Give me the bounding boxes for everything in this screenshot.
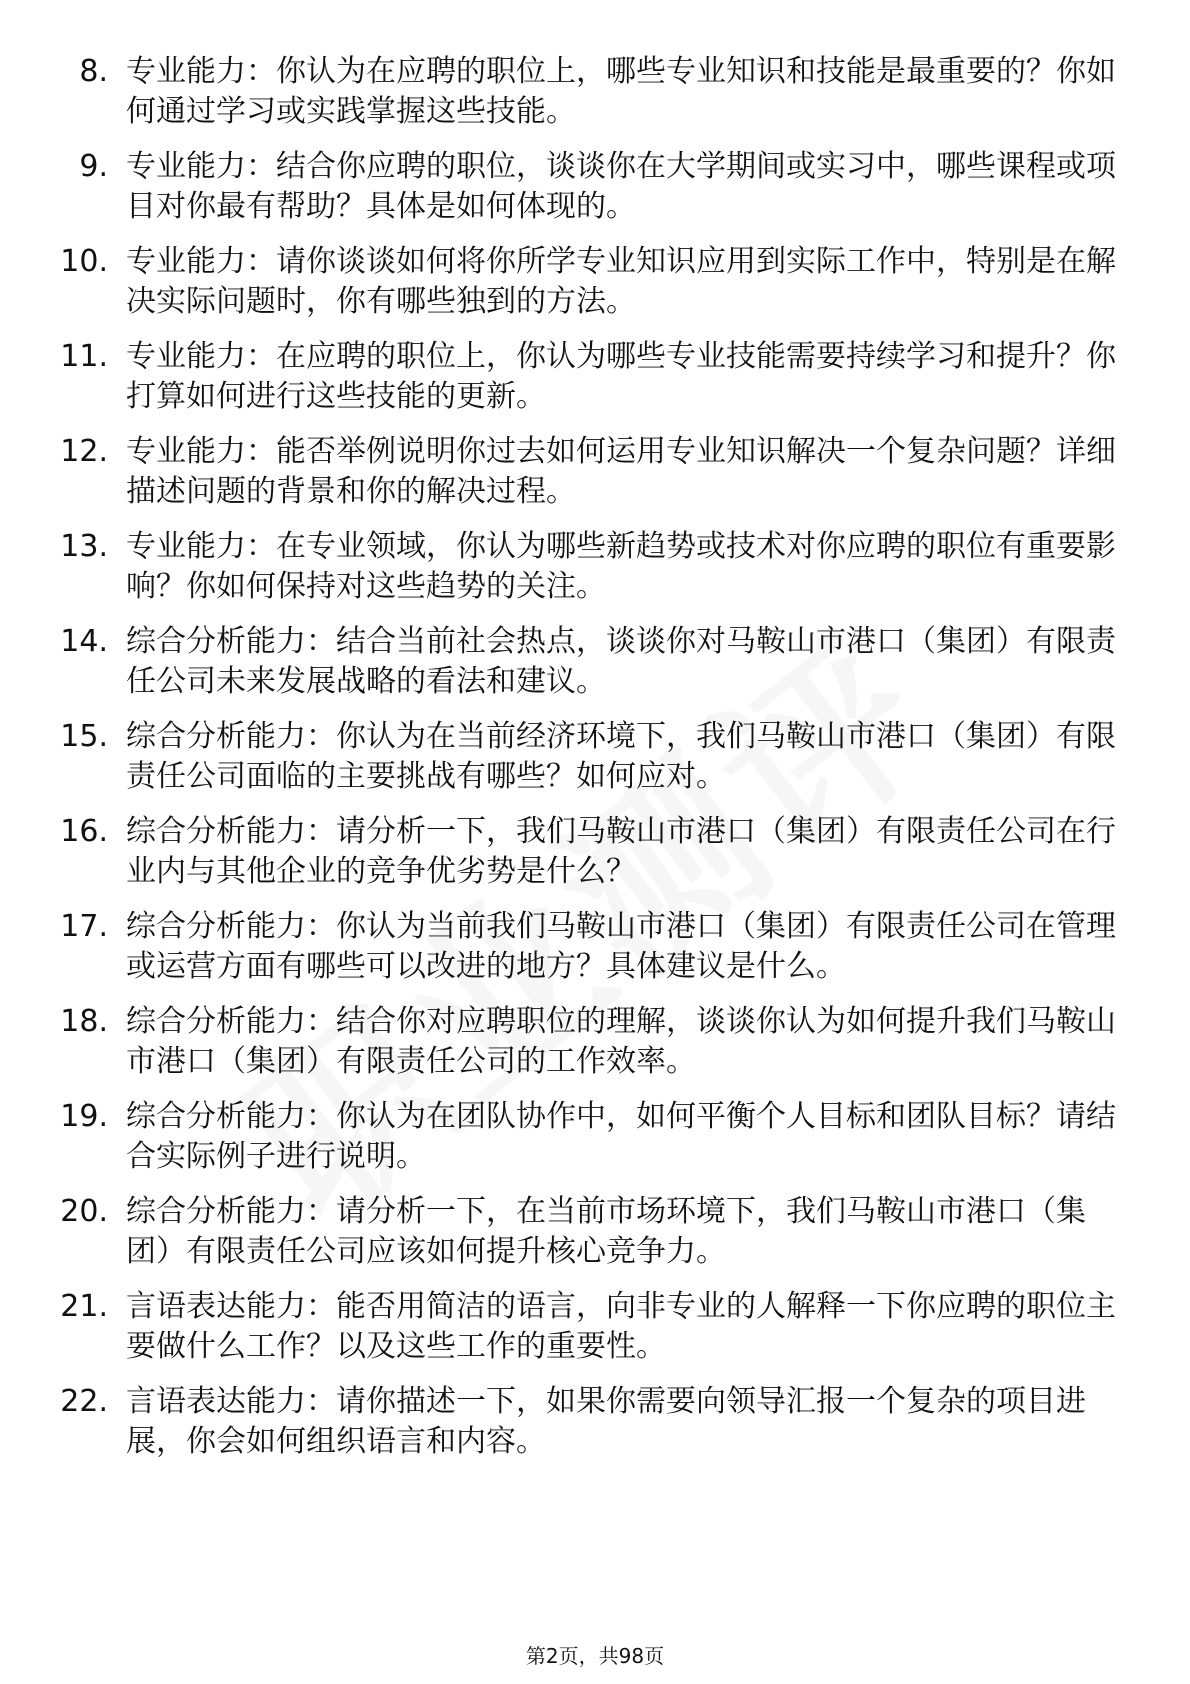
question-item: [56, 147, 1122, 227]
question-text: 专业能力：在专业领域，你认为哪些新趋势或技术对你应聘的职位有重要影响？你如何保持对这些趋势的关注。: [126, 529, 1116, 604]
question-number: 14.: [60, 624, 108, 659]
question-text: 综合分析能力：你认为当前我们马鞍山市港口（集团）有限责任公司在管理或运营方面有哪些可以改进的地方？具体建议是什么。: [126, 909, 1116, 984]
question-number: 15.: [60, 719, 108, 754]
question-text: 综合分析能力：你认为在团队协作中，如何平衡个人目标和团队目标？请结合实际例子进行说明。: [126, 1099, 1116, 1174]
question-number: 21.: [60, 1289, 108, 1324]
question-item: [56, 717, 1122, 797]
question-number: 11.: [60, 339, 108, 374]
question-text: 言语表达能力：能否用简洁的语言，向非专业的人解释一下你应聘的职位主要做什么工作？以及这些工作的重要性。: [126, 1289, 1116, 1364]
question-number: 12.: [60, 434, 108, 469]
question-number: 19.: [60, 1099, 108, 1134]
question-item: [56, 1192, 1122, 1272]
page-footer: 第2页，共98页: [525, 1644, 665, 1668]
question-number: 16.: [60, 814, 108, 849]
question-text: 综合分析能力：结合当前社会热点，谈谈你对马鞍山市港口（集团）有限责任公司未来发展战略的看法和建议。: [126, 624, 1116, 699]
question-item: [56, 907, 1122, 987]
question-text: 综合分析能力：你认为在当前经济环境下，我们马鞍山市港口（集团）有限责任公司面临的主要挑战有哪些？如何应对。: [126, 719, 1116, 794]
question-item: [56, 812, 1122, 892]
question-text: 专业能力：能否举例说明你过去如何运用专业知识解决一个复杂问题？详细描述问题的背景和你的解决过程。: [126, 434, 1116, 509]
question-number: 20.: [60, 1194, 108, 1229]
question-item: [56, 1287, 1122, 1367]
question-item: [56, 527, 1122, 607]
question-text: 综合分析能力：请分析一下，在当前市场环境下，我们马鞍山市港口（集团）有限责任公司应该如何提升核心竞争力。: [126, 1194, 1086, 1269]
question-number: 18.: [60, 1004, 108, 1039]
question-text: 专业能力：请你谈谈如何将你所学专业知识应用到实际工作中，特别是在解决实际问题时，你有哪些独到的方法。: [126, 244, 1116, 319]
question-text: 专业能力：在应聘的职位上，你认为哪些专业技能需要持续学习和提升？你打算如何进行这些技能的更新。: [126, 339, 1116, 414]
question-text: 言语表达能力：请你描述一下，如果你需要向领导汇报一个复杂的项目进展，你会如何组织语言和内容。: [126, 1384, 1086, 1459]
question-text: 综合分析能力：请分析一下，我们马鞍山市港口（集团）有限责任公司在行业内与其他企业的竞争优劣势是什么？: [126, 814, 1116, 889]
question-item: [56, 337, 1122, 417]
question-number: 8.: [79, 54, 108, 89]
question-text: 综合分析能力：结合你对应聘职位的理解，谈谈你认为如何提升我们马鞍山市港口（集团）有限责任公司的工作效率。: [126, 1004, 1116, 1079]
question-item: [56, 622, 1122, 702]
question-number: 10.: [60, 244, 108, 279]
question-text: 专业能力：你认为在应聘的职位上，哪些专业知识和技能是最重要的？你如何通过学习或实践掌握这些技能。: [126, 54, 1116, 129]
question-number: 13.: [60, 529, 108, 564]
question-number: 17.: [60, 909, 108, 944]
question-item: [56, 1097, 1122, 1177]
question-number: 22.: [60, 1384, 108, 1419]
question-list: [56, 52, 1122, 1477]
question-item: [56, 242, 1122, 322]
question-item: [56, 52, 1122, 132]
question-number: 9.: [79, 149, 108, 184]
question-item: [56, 1382, 1122, 1462]
question-item: [56, 1002, 1122, 1082]
question-item: [56, 432, 1122, 512]
question-text: 专业能力：结合你应聘的职位，谈谈你在大学期间或实习中，哪些课程或项目对你最有帮助？具体是如何体现的。: [126, 149, 1116, 224]
